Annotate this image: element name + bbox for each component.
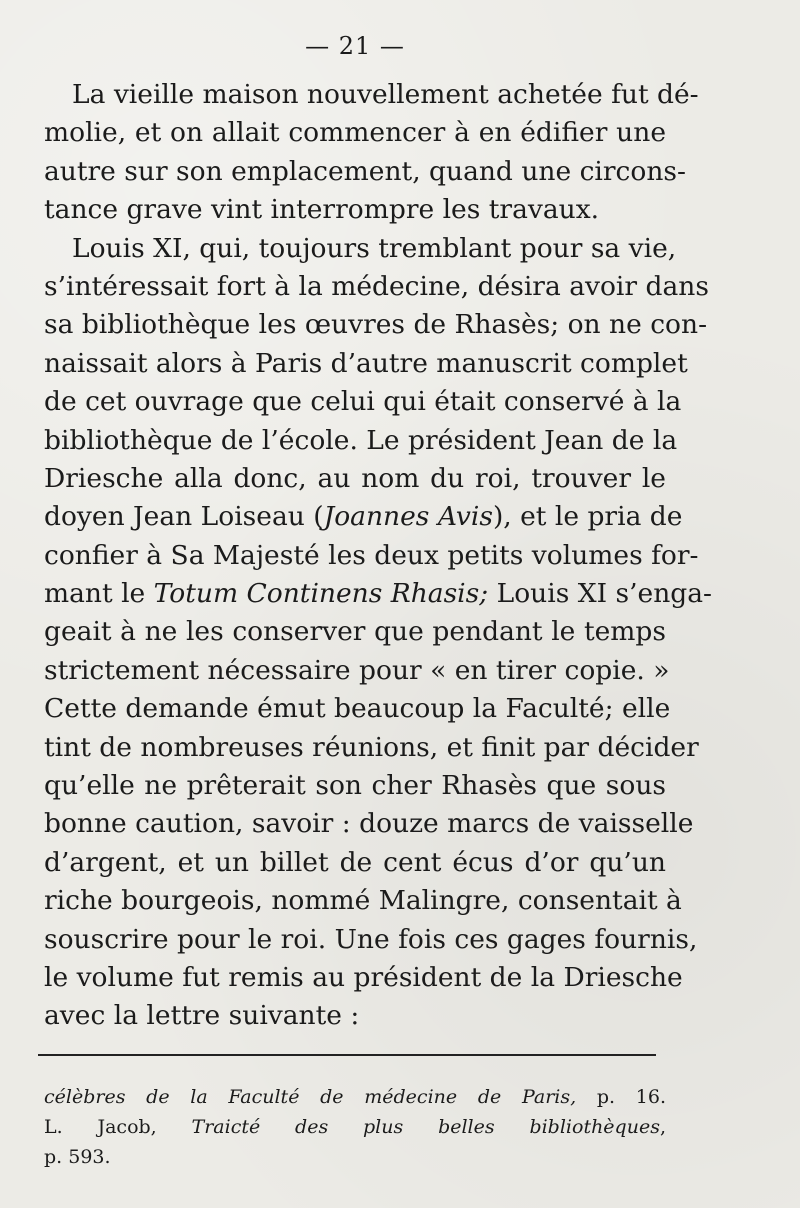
body-text <box>44 76 712 1036</box>
footnote-line: p. 593. <box>44 1146 111 1168</box>
text-line: Louis XI, qui, toujours tremblant pour sa vie, <box>72 232 677 264</box>
footnote-fragment: , <box>659 1116 666 1138</box>
footnote-fragment: p. 16. <box>576 1086 666 1108</box>
text-line: de cet ouvrage que celui qui était conservé à la <box>44 386 682 418</box>
text-line: riche bourgeois, nommé Malingre, consentait à <box>44 885 682 917</box>
text-line: avec la lettre suivante : <box>44 1000 360 1032</box>
footnote-fragment: L. Jacob, <box>44 1116 192 1138</box>
text-line-with-italic <box>44 498 683 536</box>
text-line: tint de nombreuses réunions, et finit par décider <box>44 731 699 763</box>
text-fragment: Louis XI s’enga- <box>488 578 712 610</box>
text-fragment: doyen Jean Loiseau ( <box>44 501 324 533</box>
text-line: geait à ne les conserver que pendant le temps <box>44 616 666 648</box>
text-line: molie, et on allait commencer à en édifier une <box>44 117 666 149</box>
text-line: Cette demande émut beaucoup la Faculté; elle <box>44 693 671 725</box>
footnote-italic: Traicté des plus belles bibliothèques <box>191 1116 660 1138</box>
italic-book-title: Totum Continens Rhasis; <box>153 578 489 610</box>
text-line: d’argent, et un billet de cent écus d’or qu’un <box>44 846 666 878</box>
text-line: bibliothèque de l’école. Le président Jean de la <box>44 424 678 456</box>
footnotes <box>44 1082 666 1172</box>
italic-latin-name: Joannes Avis <box>323 501 493 533</box>
text-line: Driesche alla donc, au nom du roi, trouver le <box>44 462 666 494</box>
footnote-divider <box>38 1054 656 1056</box>
footnote-italic: célèbres de la Faculté de médecine de Paris, <box>44 1086 577 1108</box>
text-line: naissait alors à Paris d’autre manuscrit complet <box>44 347 688 379</box>
page-number: — 21 — <box>305 32 405 60</box>
text-line: s’intéressait fort à la médecine, désira avoir dans <box>44 270 709 302</box>
text-line: bonne caution, savoir : douze marcs de vaisselle <box>44 808 694 840</box>
text-line: La vieille maison nouvellement achetée fut dé- <box>72 79 699 110</box>
text-line: strictement nécessaire pour « en tirer copie. » <box>44 654 670 686</box>
text-line-with-italic <box>44 575 712 613</box>
text-line: tance grave vint interrompre les travaux. <box>44 194 600 226</box>
text-line: le volume fut remis au président de la Driesche <box>44 961 683 993</box>
text-line: autre sur son emplacement, quand une circons- <box>44 155 686 187</box>
footnote-line <box>44 1082 666 1112</box>
text-fragment: mant le <box>44 578 154 610</box>
text-line: sa bibliothèque les œuvres de Rhasès; on ne con- <box>44 309 708 341</box>
footnote-line <box>44 1112 666 1142</box>
text-line: souscrire pour le roi. Une fois ces gages fournis, <box>44 923 698 955</box>
text-line: qu’elle ne prêterait son cher Rhasès que sous <box>44 770 666 802</box>
text-fragment: ), et le pria de <box>492 501 683 533</box>
text-line: confier à Sa Majesté les deux petits volumes for- <box>44 539 699 571</box>
